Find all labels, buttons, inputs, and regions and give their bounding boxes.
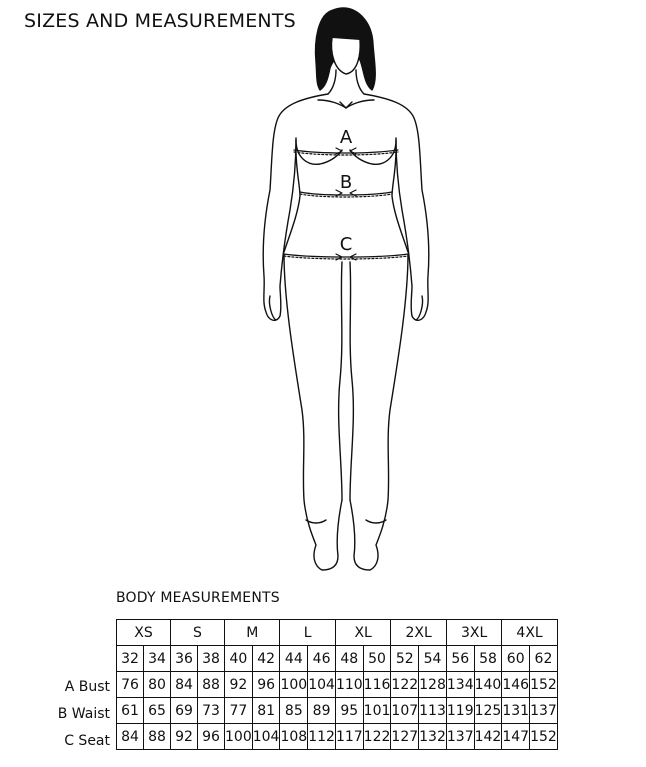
measurement-line-a xyxy=(294,148,398,155)
table-subtitle: BODY MEASUREMENTS xyxy=(116,590,280,606)
size-number-cell: 44 xyxy=(280,646,308,672)
size-number-cell: 56 xyxy=(446,646,474,672)
label-b: B xyxy=(339,172,353,193)
seat-cell: 147 xyxy=(502,724,530,750)
seat-cell: 117 xyxy=(335,724,363,750)
bust-row xyxy=(117,672,558,698)
waist-cell: 73 xyxy=(198,698,225,724)
waist-cell: 101 xyxy=(363,698,391,724)
size-number-cell: 52 xyxy=(391,646,419,672)
size-number-row xyxy=(117,646,558,672)
size-number-cell: 60 xyxy=(502,646,530,672)
seat-cell: 132 xyxy=(419,724,447,750)
size-number-cell: 40 xyxy=(225,646,253,672)
bust-cell: 128 xyxy=(419,672,447,698)
waist-cell: 77 xyxy=(225,698,253,724)
waist-cell: 95 xyxy=(335,698,363,724)
seat-cell: 122 xyxy=(363,724,391,750)
bust-cell: 104 xyxy=(308,672,336,698)
size-header-l: L xyxy=(280,620,335,646)
size-number-cell: 58 xyxy=(474,646,502,672)
waist-cell: 125 xyxy=(474,698,502,724)
waist-cell: 137 xyxy=(530,698,558,724)
label-c: C xyxy=(339,234,353,255)
seat-cell: 88 xyxy=(144,724,171,750)
bust-cell: 88 xyxy=(198,672,225,698)
size-header-row xyxy=(117,620,558,646)
size-number-cell: 38 xyxy=(198,646,225,672)
size-number-cell: 32 xyxy=(117,646,144,672)
row-label-bust: A Bust xyxy=(64,679,110,695)
size-header-m: M xyxy=(225,620,280,646)
seat-cell: 84 xyxy=(117,724,144,750)
bust-cell: 92 xyxy=(225,672,253,698)
row-label-waist: B Waist xyxy=(57,706,110,722)
size-number-cell: 50 xyxy=(363,646,391,672)
waist-cell: 131 xyxy=(502,698,530,724)
seat-row xyxy=(117,724,558,750)
size-number-cell: 46 xyxy=(308,646,336,672)
size-header-xl: XL xyxy=(335,620,390,646)
face xyxy=(332,38,361,74)
size-header-4xl: 4XL xyxy=(502,620,557,646)
waist-cell: 65 xyxy=(144,698,171,724)
bust-cell: 122 xyxy=(391,672,419,698)
bust-cell: 134 xyxy=(446,672,474,698)
bust-cell: 116 xyxy=(363,672,391,698)
seat-cell: 142 xyxy=(474,724,502,750)
waist-cell: 81 xyxy=(252,698,280,724)
size-table xyxy=(116,619,558,750)
seat-cell: 100 xyxy=(225,724,253,750)
waist-cell: 69 xyxy=(171,698,198,724)
bust-cell: 76 xyxy=(117,672,144,698)
waist-cell: 119 xyxy=(446,698,474,724)
seat-cell: 137 xyxy=(446,724,474,750)
bust-cell: 140 xyxy=(474,672,502,698)
size-number-cell: 34 xyxy=(144,646,171,672)
seat-cell: 104 xyxy=(252,724,280,750)
page-title: SIZES AND MEASUREMENTS xyxy=(24,10,296,32)
size-number-cell: 36 xyxy=(171,646,198,672)
size-number-cell: 62 xyxy=(530,646,558,672)
waist-cell: 85 xyxy=(280,698,308,724)
bust-cell: 100 xyxy=(280,672,308,698)
waist-cell: 61 xyxy=(117,698,144,724)
size-header-3xl: 3XL xyxy=(446,620,501,646)
size-number-cell: 48 xyxy=(335,646,363,672)
seat-cell: 112 xyxy=(308,724,336,750)
bust-cell: 152 xyxy=(530,672,558,698)
waist-cell: 89 xyxy=(308,698,336,724)
seat-cell: 152 xyxy=(530,724,558,750)
bust-cell: 110 xyxy=(335,672,363,698)
seat-cell: 108 xyxy=(280,724,308,750)
bust-cell: 84 xyxy=(171,672,198,698)
size-number-cell: 54 xyxy=(419,646,447,672)
bust-cell: 80 xyxy=(144,672,171,698)
waist-cell: 113 xyxy=(419,698,447,724)
label-a: A xyxy=(339,127,353,148)
seat-cell: 127 xyxy=(391,724,419,750)
seat-cell: 92 xyxy=(171,724,198,750)
seat-cell: 96 xyxy=(198,724,225,750)
size-header-2xl: 2XL xyxy=(391,620,446,646)
size-header-s: S xyxy=(171,620,225,646)
waist-row xyxy=(117,698,558,724)
size-number-cell: 42 xyxy=(252,646,280,672)
body-figure-illustration xyxy=(240,6,440,576)
waist-cell: 107 xyxy=(391,698,419,724)
size-header-xs: XS xyxy=(117,620,171,646)
row-label-seat: C Seat xyxy=(64,733,110,749)
bust-cell: 96 xyxy=(252,672,280,698)
bust-cell: 146 xyxy=(502,672,530,698)
